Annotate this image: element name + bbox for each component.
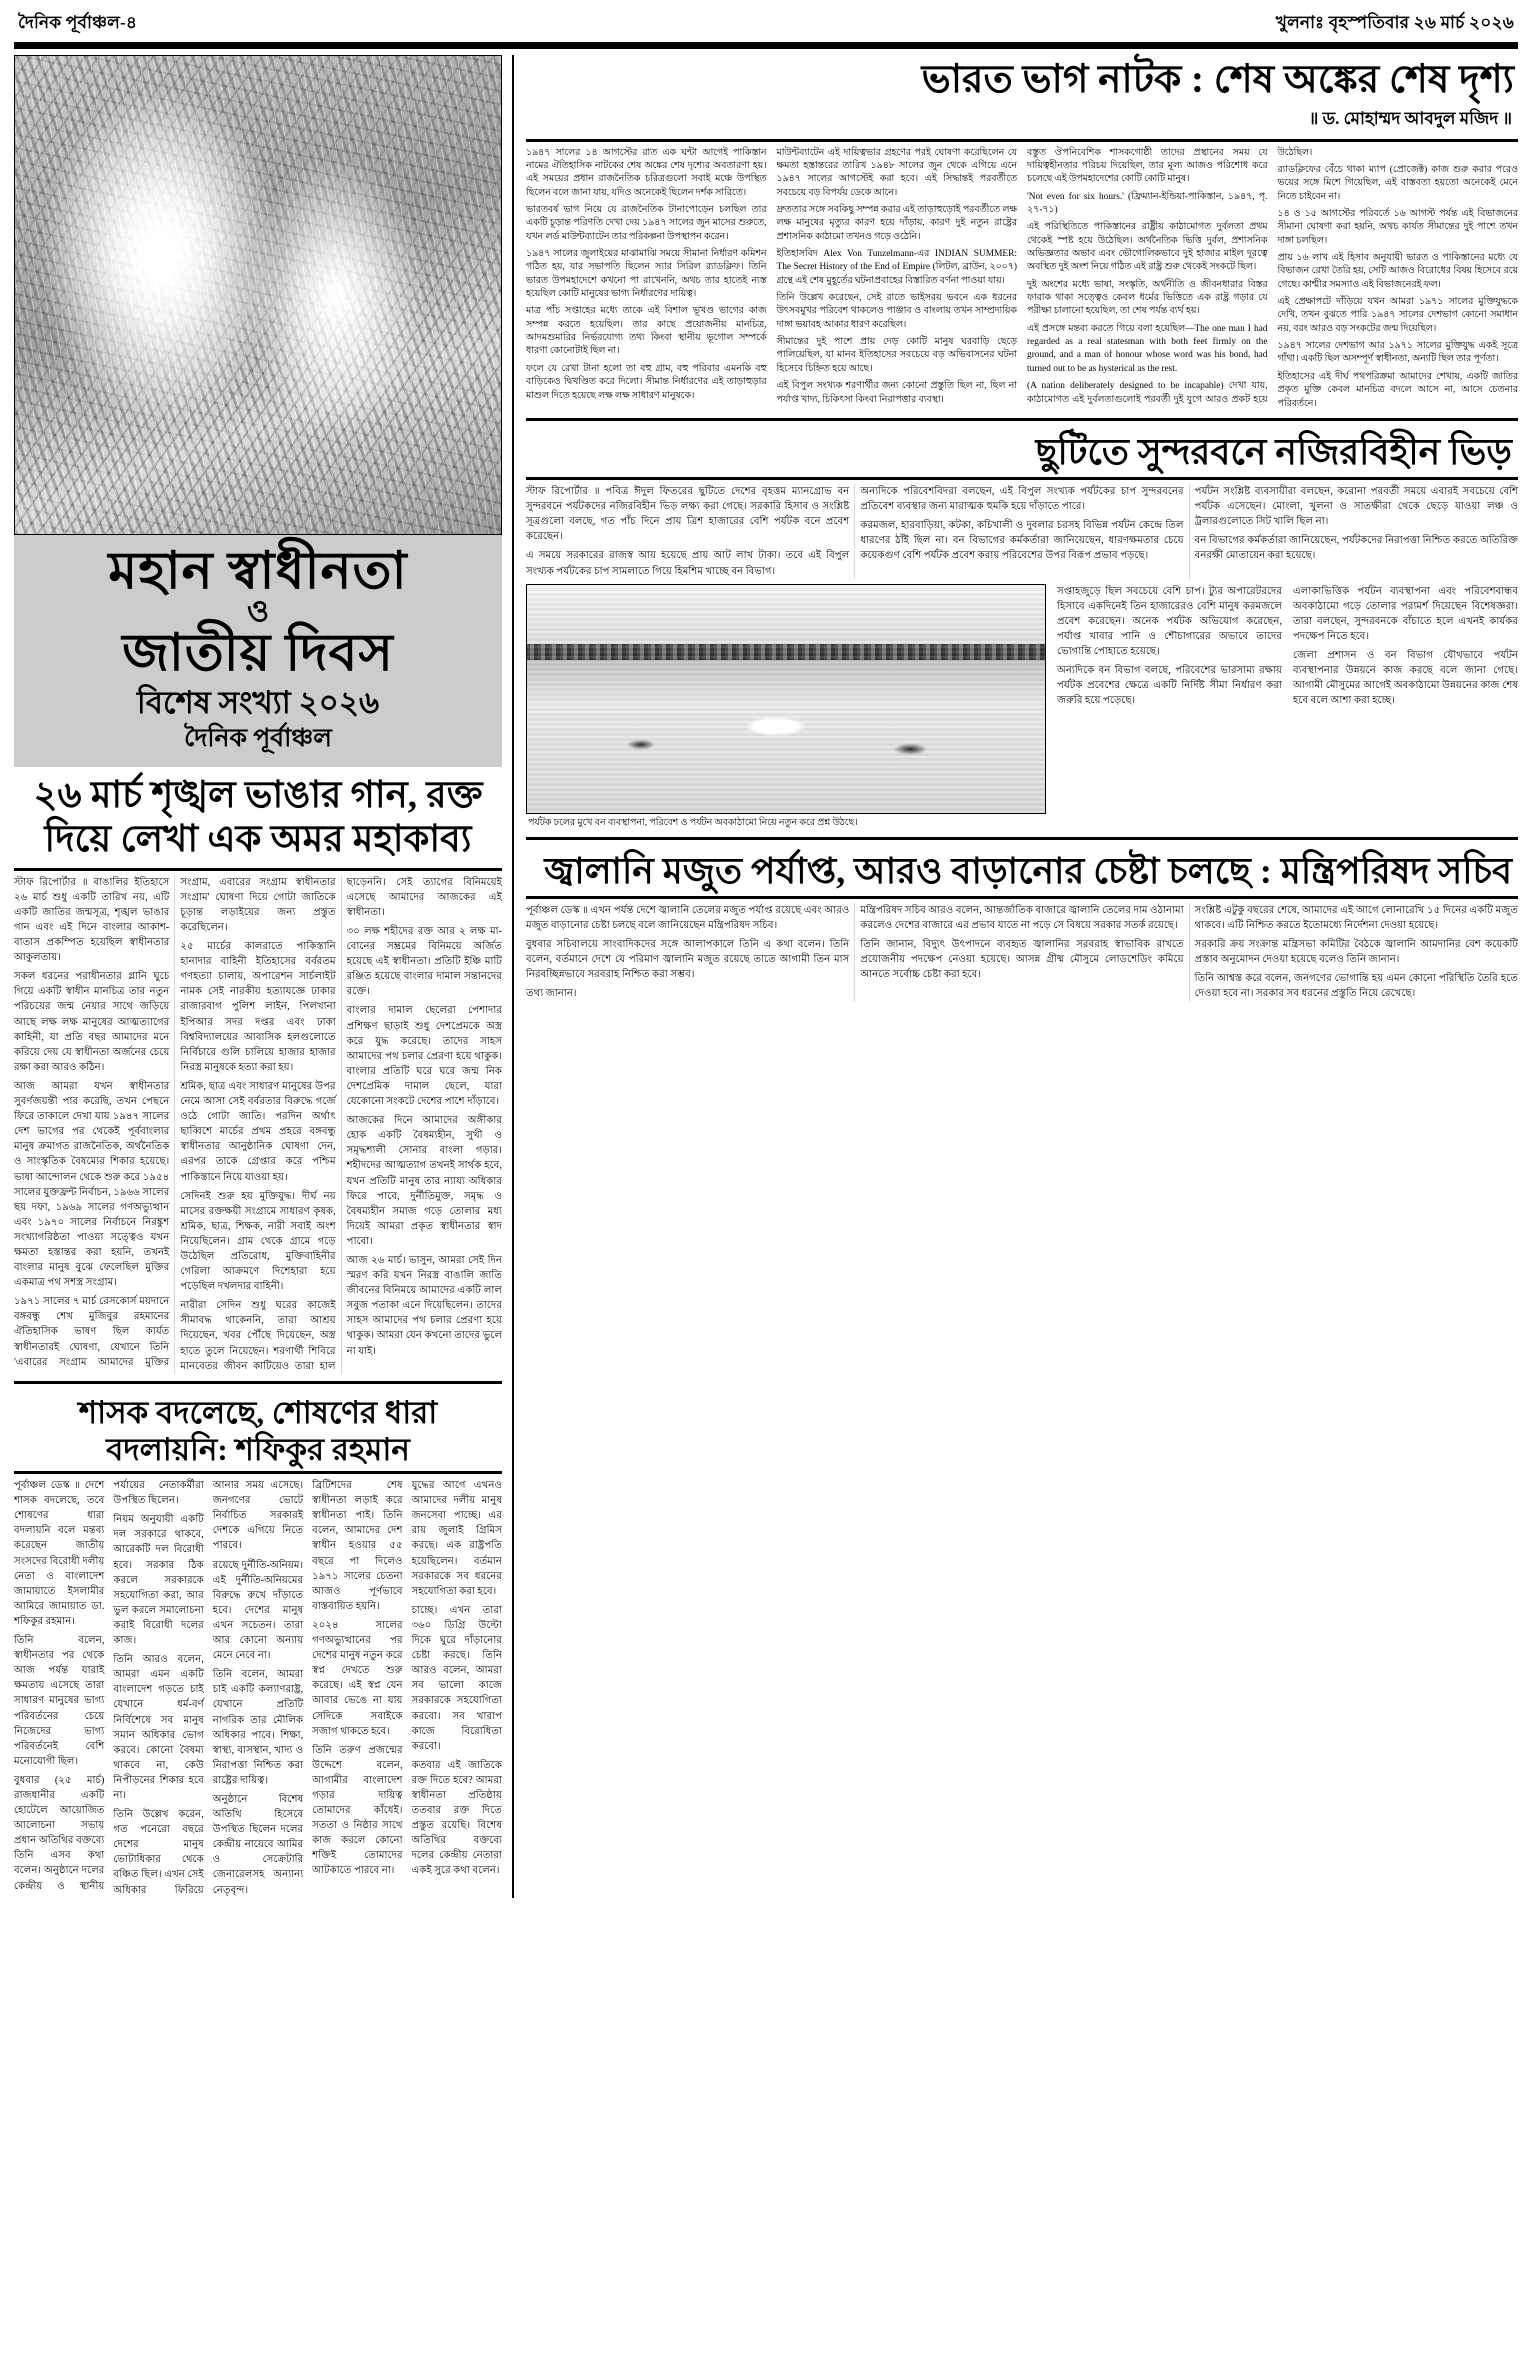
lead-headline-rule [14, 868, 502, 871]
shasok-paragraph: ২০২৪ সালের গণঅভ্যুত্থানের পর দেশের মানুষ নতুন করে স্বপ্ন দেখতে শুরু করেছে। এই স্বপ্ন যেন আবার ভেঙে না যায় সেদিকে সবাইকে সজাগ থাকতে হবে। [312, 1619, 403, 1737]
right-column [514, 55, 1518, 1898]
feature-paragraph: এই প্রেক্ষাপটে দাঁড়িয়ে যখন আমরা ১৯৭১ সালের মুক্তিযুদ্ধকে দেখি, তখন বুঝতে পারি ১৯৪৭ সালের দেশভাগ কোনো সমাধান নয়, বরং আরও বড় সংকটের জন্ম দিয়েছিল। [1277, 297, 1518, 334]
feature-paragraph: তিনি উল্লেখ করেছেন, সেই রাতে ভাইসরয় ভবনে এক ধরনের উৎসবমুখর পরিবেশ থাকলেও পাঞ্জাব ও বাংলায় তখন সাম্প্রদায়িক দাঙ্গা ভয়াবহ আকার ধারণ করেছিল। [776, 293, 1017, 330]
shasok-paragraph: নিয়ম অনুযায়ী একটি দল সরকারে থাকবে, আরেকটি দল বিরোধী হবে। সরকার ঠিক করলে সরকারকে সহযোগিতা করা, আর ভুল করলে সমালোচনা করাই বিরোধী দলের কাজ। [113, 1514, 204, 1647]
jalani-paragraph: বুধবার সচিবালয়ে সাংবাদিকদের সঙ্গে আলাপকালে তিনি এ কথা বলেন। তিনি বলেন, বর্তমানে দেশে যে পরিমাণ জ্বালানি মজুত রয়েছে তাতে আগামী তিন মাস নিরবচ্ছিন্নভাবে সরবরাহ নিশ্চিত করা সম্ভব। [526, 939, 850, 981]
lead-paragraph: আজ আমরা যখন স্বাধীনতার সুবর্ণজয়ন্তী পার করেছি, তখন পেছনে ফিরে তাকালে দেখা যায় ১৯৪৭ সালের দেশ ভাগের পর থেকেই পূর্ববাংলার মানুষ ক্রমাগত রাজনৈতিক, অর্থনৈতিক ও সাংস্কৃতিক বৈষম্যের শিকার হয়েছে। ভাষা আন্দোলন থেকে শুরু করে ১৯৫৪ সালের যুক্তফ্রন্ট নির্বাচন, ১৯৬৬ সালের ছয় দফা, ১৯৬৯ সালের গণঅভ্যুত্থান এবং ১৯৭০ সালের নির্বাচনে নিরঙ্কুশ সংখ্যাগরিষ্ঠতা পাওয়া সত্ত্বেও যখন ক্ষমতা হস্তান্তর করা হয়নি, তখনই বাংলার মানুষ বুঝে ফেলেছিল মুক্তির একমাত্র পথ সশস্ত্র সংগ্রাম। [14, 1080, 170, 1289]
feature-paragraph: 'Not even for six hours.' (ফ্রিম্যান-ইন্ডিয়া-পাকিস্তান, ১৯৪৭, পৃ. ২৭-৭১) [1027, 191, 1268, 216]
feature-paragraph: ভারতবর্ষ ভাগ নিয়ে যে রাজনৈতিক টানাপোড়েন চলছিল তার একটি চূড়ান্ত পরিণতি দেখা দেয় ১৯৪৭ সালের জুন মাসের শুরুতে, যখন লর্ড মাউন্টব্যাটেন তার পরিকল্পনা উপস্থাপন করেন। [526, 205, 767, 242]
feature-paragraph: ফলে যে রেখা টানা হলো তা বহু গ্রাম, বহু পরিবার এমনকি বহু বাড়িকেও দ্বিখণ্ডিত করে দিলো। সীমান্ত নির্ধারণের এই তাড়াহুড়ার মাশুল দিতে হয়েছে লক্ষ লক্ষ সাধারণ মানুষকে। [526, 363, 767, 401]
shasok-paragraph: তিনি বলেন, স্বাধীনতার পর থেকে আজ পর্যন্ত যারাই ক্ষমতায় এসেছে তারা সাধারণ মানুষের ভাগ্য পরিবর্তনের চেয়ে নিজেদের ভাগ্য পরিবর্তনেই বেশি মনোযোগী ছিল। [14, 1635, 105, 1767]
jalani-headline-rule [526, 896, 1518, 899]
sundarban-paragraph: জেলা প্রশাসন ও বন বিভাগ যৌথভাবে পর্যটন ব্যবস্থাপনার উন্নয়নে কাজ করছে বলে জানা গেছে। আগামী মৌসুমের আগেই অবকাঠামো উন্নয়নের কাজ শেষ হবে বলে আশা করা হচ্ছে। [1293, 649, 1518, 707]
shasok-paragraph: বুধবার (২৫ মার্চ) রাজধানীর একটি হোটেলে আয়োজিত আলোচনা সভায় প্রধান অতিথির বক্তব্যে তিনি এসব কথা বলেন। অনুষ্ঠানে দলের কেন্দ্রীয় ও স্থানীয় পর্যায়ের নেতাকর্মীরা উপস্থিত ছিলেন। [14, 1480, 204, 1892]
sundarban-paragraph: এ সময়ে সরকারের রাজস্ব আয় হয়েছে প্রায় আট লাখ টাকা। তবে এই বিপুল সংখ্যক পর্যটকের চাপ সামলাতে গিয়ে হিমশিম খাচ্ছে বন বিভাগ। [526, 550, 850, 577]
lead-paragraph: ২৫ মার্চের কালরাতে পাকিস্তানি হানাদার বাহিনী ইতিহাসের বর্বরতম গণহত্যা চালায়, অপারেশন সার্চলাইট নামক সেই নারকীয় হত্যাযজ্ঞে ঢাকার রাজারবাগ পুলিশ লাইন, পিলখানা ইপিআর সদর দপ্তর এবং ঢাকা বিশ্ববিদ্যালয়ের আবাসিক হলগুলোতে নির্বিচারে গুলি চালিয়ে হাজার হাজার নিরস্ত্র মানুষকে হত্যা করা হয়। [180, 941, 336, 1073]
shasok-paragraph: যুদ্ধের আগে এখনও আমাদের দলীয় মানুষ জনসেবা পাচ্ছে। এর রায় জুলাই গ্রিমিস করছে। এক রাষ্ট্রপতি হয়েছিলেন। বর্তমান সরকারকে সব ধরনের সহযোগিতা করা হবে। [411, 1480, 502, 1597]
shasok-headline-rule [14, 1471, 502, 1474]
sundarban-paragraph: বন বিভাগের কর্মকর্তারা জানিয়েছেন, পর্যটকদের নিরাপত্তা নিশ্চিত করতে অতিরিক্ত বনরক্ষী মোতায়েন করা হয়েছে। [1194, 535, 1518, 562]
masthead-publication: দৈনিক পূর্বাঞ্চল-৪ [18, 13, 138, 32]
sundarban-paragraph: সপ্তাহজুড়ে ছিল সবচেয়ে বেশি চাপ। ট্যুর অপারেটরদের হিসাবে একদিনেই তিন হাজারেরও বেশি মানুষ করমজলে প্রবেশ করেছেন। অনেক পর্যটক অভিযোগ করেছেন, পর্যাপ্ত খাবার পানি ও শৌচাগারের অভাবে তাদের ভোগান্তি পোহাতে হয়েছে। [1057, 585, 1282, 657]
jalani-paragraph: সরকারি ক্রয় সংক্রান্ত মন্ত্রিসভা কমিটির বৈঠকে জ্বালানি আমদানির বেশ কয়েকটি প্রস্তাব অনুমোদন দেওয়া হয়েছে বলেও তিনি জানান। [1194, 939, 1518, 966]
sundarban-headline-rule [526, 477, 1518, 480]
feature-paragraph: ১৯৪৭ সালের দেশভাগ আর ১৯৭১ সালের মুক্তিযুদ্ধ একই সূত্রে গাঁথা। একটি ছিল অসম্পূর্ণ স্বাধীনতা, অন্যটি ছিল তার পূর্ণতা। [1277, 341, 1518, 365]
feature-paragraph: র‍্যাডক্লিফের বেঁচে থাকা ম্যাপ (প্রোজেক্ট) কাজ শুরু করার পরেও ভয়ের সঙ্গে মিশে গিয়েছিল, এই বাস্তবতা হয়তো অনেকেই মেনে নিতে চাইবেন না। [1277, 165, 1518, 202]
feature-paragraph: ১৯৪৭ সালের ১৪ আগস্টের রাত এক ঘন্টা আগেই পাকিস্তান নামের ঐতিহাসিক নাটকের শেষ অঙ্কের শেষ দৃশ্যের অবতারণা হয়। এই সময়ের প্রধান রাজনৈতিক চরিত্রগুলো সবাই মঞ্চে উপস্থিত ছিলেন বলে জানা যায়, যদিও অনেকেই ছিলেন দর্শক সারিতে। [526, 147, 767, 198]
jalani-headline: জ্বালানি মজুত পর্যাপ্ত, আরও বাড়ানোর চেষ্টা চলছে : মন্ত্রিপরিষদ সচিব [544, 850, 1512, 891]
issue-title-line-1: মহান স্বাধীনতা [108, 543, 408, 600]
independence-hero-photo [14, 55, 502, 535]
feature-paragraph: ১৯৪৭ সালের জুলাইয়ের মাঝামাঝি সময়ে সীমানা নির্ধারণ কমিশন গঠিত হয়, যার সভাপতি ছিলেন স্যার সিরিল র‍্যাডক্লিফ। তিনি ভারত উপমহাদেশে কখনো পা রাখেননি, অথচ তার হাতেই ন্যস্ত হয়েছিল কোটি মানুষের ভাগ্য নির্ধারণের দায়িত্ব। [526, 249, 767, 300]
feature-headline-rule [526, 139, 1518, 142]
sundarban-paragraph: করমজল, হারবাড়িয়া, কটকা, কচিখালী ও দুবলার চরসহ বিভিন্ন পর্যটন কেন্দ্রে তিল ধারণের ঠাঁই ছিল না। বন বিভাগের কর্মকর্তারা জানিয়েছেন, ধারণক্ষমতার চেয়ে কয়েকগুণ বেশি পর্যটক প্রবেশ করায় পরিবেশের উপর বিরূপ প্রভাব পড়ছে। [860, 520, 1184, 562]
feature-byline: ॥ ড. মোহাম্মদ আবদুল মজিদ ॥ [1308, 108, 1512, 128]
feature-paragraph: সীমান্তের দুই পাশে প্রায় দেড় কোটি মানুষ ঘরবাড়ি ছেড়ে পালিয়েছিল, যা মানব ইতিহাসের সবচেয়ে বড় অভিবাসনের ঘটনা হিসেবে চিহ্নিত হয়ে আছে। [776, 337, 1017, 374]
sundarban-intro-body [526, 484, 1518, 579]
shasok-paragraph: ব্রিটিশদের শেষ স্বাধীনতা লড়াই করে স্বাধীনতা পাই। তিনি বলেন, আমাদের দেশ স্বাধীন হওয়ার ৫৫ বছরে পা দিলেও ১৯৭১ সালের চেতনা আজও পূর্ণভাবে বাস্তবায়িত হয়নি। [312, 1480, 403, 1612]
feature-paragraph: বস্তুত ঔপনিবেশিক শাসকগোষ্ঠী তাদের প্রস্থানের সময় যে দায়িত্বহীনতার পরিচয় দিয়েছিল, তার মূল্য আজও পরিশোধ করে চলেছে এই উপমহাদেশের কোটি কোটি মানুষ। [1027, 147, 1268, 185]
jalani-paragraph: পূর্বাঞ্চল ডেস্ক ॥ এখন পর্যন্ত দেশে জ্বালানি তেলের মজুত পর্যাপ্ত রয়েছে এবং আরও মজুত বাড়ানোর চেষ্টা চলছে বলে জানিয়েছেন মন্ত্রিপরিষদ সচিব। [526, 904, 850, 932]
lead-paragraph: সেদিনই শুরু হয় মুক্তিযুদ্ধ। দীর্ঘ নয় মাসের রক্তক্ষয়ী সংগ্রামে সাধারণ কৃষক, শ্রমিক, ছাত্র, শিক্ষক, নারী সবাই অংশ নিয়েছিলেন। গ্রাম থেকে গ্রামে গড়ে উঠেছিল প্রতিরোধ, মুক্তিবাহিনীর গেরিলা আক্রমণে দিশেহারা হয়ে পড়েছিল দখলদার বাহিনী। [180, 1190, 336, 1293]
lead-paragraph: সকল ধরনের পরাধীনতার গ্লানি ঘুচে গিয়ে একটি স্বাধীন মানচিত্র তার নতুন পরিচয়ের জন্ম নেয়ার সাথে জড়িয়ে আছে লক্ষ লক্ষ মানুষের আত্মত্যাগের কাহিনী, যা প্রতি বছর আমাদের মনে করিয়ে দেয় যে স্বাধীনতা অর্জনের চেয়ে রক্ষা করা আরও কঠিন। [14, 971, 170, 1073]
issue-publication-name: দৈনিক পূর্বাঞ্চল [184, 724, 332, 752]
feature-paragraph: প্রায় ১৬ লাখ এই হিসাব অনুযায়ী ভারত ও পাকিস্তানের মধ্যে যে বিভাজন রেখা তৈরি হয়, সেটি আজও বিরোধের বিষয় হিসেবে রয়ে গেছে। কাশ্মীর সমস্যাও এই বিভাজনেরই ফল। [1277, 253, 1518, 290]
shasok-paragraph: অনুষ্ঠানে বিশেষ অতিথি হিসেবে উপস্থিত ছিলেন দলের কেন্দ্রীয় নায়েবে আমির ও সেক্রেটারি জেনারেলসহ অন্যান্য নেতৃবৃন্দ। [212, 1793, 304, 1896]
jalani-paragraph: তিনি আশ্বস্ত করে বলেন, জনগণের ভোগান্তি হয় এমন কোনো পরিস্থিতি তৈরি হতে দেওয়া হবে না। সরকার সব ধরনের প্রস্তুতি নিয়ে রেখেছে। [1194, 973, 1518, 1000]
shasok-paragraph: রয়েছে দুর্নীতি-অনিয়ম। এই দুর্নীতি-অনিয়মের বিরুদ্ধে রুখে দাঁড়াতে হবে। দেশের মানুষ এখন সচেতন। তারা আর কোনো অন্যায় মেনে নেবে না। [212, 1559, 304, 1662]
shasok-paragraph: কতবার এই জাতিকে রক্ত দিতে হবে? আমরা স্বাধীনতা প্রতিষ্ঠায় ততবার রক্ত দিতে প্রস্তুত রয়েছি। বিশেষ অতিথির বক্তব্যে দলের কেন্দ্রীয় নেতারা একই সুরে কথা বলেন। [411, 1759, 502, 1877]
feature-paragraph: (A nation deliberately designed to be incapable) দেখা যায়, কাঠামোগত এই দুর্বলতাগুলোই পরবর্তী দুই যুগে আরও প্রকট হয়ে উঠেছিল। [1027, 147, 1313, 405]
feature-paragraph: ১৪ ও ১৫ আগস্টের পরিবর্তে ১৬ আগস্ট পর্যন্ত এই বিভাজনের সীমানা ঘোষণা করা হয়নি, অথচ কার্যত সীমান্তের দুই পাশে তখন দাঙ্গা চলছিল। [1277, 209, 1518, 246]
sundarban-headline: ছুটিতে সুন্দরবনে নজিরবিহীন ভিড় [1035, 431, 1512, 472]
masthead-rule [14, 42, 1518, 49]
feature-paragraph: দ্রুততার সঙ্গে সবকিছু সম্পন্ন করার এই তাড়াহুড়োই পরবর্তীতে লক্ষ লক্ষ মানুষের মৃত্যুর কারণ হয়ে দাঁড়ায়, কারণ দুই নতুন রাষ্ট্রের প্রশাসনিক কাঠামো তখনও গড়ে ওঠেনি। [776, 205, 1017, 242]
feature-headline: ভারত ভাগ নাটক : শেষ অঙ্কের শেষ দৃশ্য [921, 58, 1514, 101]
lead-paragraph: ১৯৭১ সালের ৭ মার্চ রেসকোর্স ময়দানে বঙ্গবন্ধু শেখ মুজিবুর রহমানের ঐতিহাসিক ভাষণ ছিল কার্যত স্বাধীনতারই ঘোষণা, যেখানে তিনি 'এবারের সংগ্রাম আমাদের মুক্তির সংগ্রাম, এবারের সংগ্রাম স্বাধীনতার সংগ্রাম' ঘোষণা দিয়ে গোটা জাতিকে চূড়ান্ত লড়াইয়ের জন্য প্রস্তুত করেছিলেন। [14, 876, 336, 1368]
lead-paragraph: শ্রমিক, ছাত্র এবং সাধারণ মানুষের উপর নেমে আসা সেই বর্বরতার বিরুদ্ধে গর্জে ওঠে গোটা জাতি। পরদিন অর্থাৎ ছাব্বিশে মার্চের প্রথম প্রহরে বঙ্গবন্ধু স্বাধীনতার আনুষ্ঠানিক ঘোষণা দেন, এরপর তাকে গ্রেপ্তার করে পশ্চিম পাকিস্তানে নিয়ে যাওয়া হয়। [180, 1080, 336, 1183]
masthead [14, 10, 1518, 41]
issue-title-line-2: জাতীয় দিবস [122, 624, 394, 682]
lead-paragraph: আজ ২৬ মার্চ। ভাসুন, আমরা সেই দিন স্মরণ করি যখন নিরস্ত্র বাঙালি জাতি জীবনের বিনিময়ে আমাদের একটি লাল সবুজ পতাকা এনে দিয়েছিলেন। তাদের সাহস আমাদের পথ চলার প্রেরণা হয়ে থাকুক। আমরা যেন কখনো তাদের ভুলে না যাই। [346, 1254, 502, 1357]
feature-article-body [526, 147, 1518, 411]
shasok-paragraph: পূর্বাঞ্চল ডেস্ক ॥ দেশে শাসক বদলেছে, তবে শোষণের ধারা বদলায়নি বলে মন্তব্য করেছেন জাতীয় সংসদের বিরোধী দলীয় নেতা ও বাংলাদেশ জামায়াতে ইসলামীর আমিরে জামায়াত ডা. শফিকুর রহমান। [14, 1480, 105, 1627]
lead-article-body [14, 875, 502, 1374]
sundarban-photo-row [526, 584, 1518, 830]
issue-title-conjunction: ও [246, 595, 270, 629]
feature-paragraph: মাত্র পাঁচ সপ্তাহের মধ্যে তাকে এই বিশাল ভূখণ্ড ভাগের কাজ সম্পন্ন করতে হয়েছিল। তার কাছে প্রয়োজনীয় মানচিত্র, আদমশুমারির নির্ভরযোগ্য তথ্য কিংবা স্থানীয় ভূগোল সম্পর্কে ধারণা কোনোটাই ছিল না। [526, 306, 767, 357]
feature-paragraph: ইতিহাসের এই দীর্ঘ পথপরিক্রমা আমাদের শেখায়, একটি জাতির প্রকৃত মুক্তি কেবল মানচিত্র বদলে আসে না, আসে চেতনার পরিবর্তনে। [1277, 371, 1518, 409]
shasok-article-body [14, 1478, 502, 1898]
feature-paragraph: এই পরিস্থিতিতে পাকিস্তানের রাষ্ট্রীয় কাঠামোগত দুর্বলতা প্রথম থেকেই স্পষ্ট হয়ে উঠেছিল। অর্থনৈতিক ভিত্তি দুর্বল, প্রশাসনিক অভিজ্ঞতার অভাব এবং ভৌগোলিকভাবে দুই হাজার মাইল দূরত্বে অবস্থিত দুই অংশ নিয়ে গঠিত এই রাষ্ট্র শুরু থেকেই সংকটে ছিল। [1027, 222, 1268, 273]
shasok-paragraph: তিনি বলেন, আমরা চাই একটি কল্যাণরাষ্ট্র, যেখানে প্রতিটি নাগরিক তার মৌলিক অধিকার পাবে। শিক্ষা, স্বাস্থ্য, বাসস্থান, খাদ্য ও নিরাপত্তা নিশ্চিত করা রাষ্ট্রের দায়িত্ব। [212, 1669, 304, 1786]
jalani-paragraph: মন্ত্রিপরিষদ সচিব আরও বলেন, আন্তর্জাতিক বাজারে জ্বালানি তেলের দাম ওঠানামা করলেও দেশের বাজারে এর প্রভাব যাতে না পড়ে সে বিষয়ে সরকার সতর্ক রয়েছে। [860, 904, 1184, 932]
shasok-paragraph: তিনি আরও বলেন, আমরা এমন একটি বাংলাদেশ গড়তে চাই যেখানে ধর্ম-বর্ণ নির্বিশেষে সব মানুষ সমান অধিকার ভোগ করবে। কোনো বৈষম্য থাকবে না, কেউ নিপীড়নের শিকার হবে না। [113, 1654, 204, 1801]
masthead-dateline: খুলনাঃ বৃহস্পতিবার ২৬ মার্চ ২০২৬ [1275, 13, 1514, 32]
sundarban-paragraph: অন্যদিকে পরিবেশবিদরা বলছেন, এই বিপুল সংখ্যক পর্যটকের চাপ সুন্দরবনের প্রতিবেশ ব্যবস্থার জন্য মারাত্মক হুমকি হয়ে দাঁড়াতে পারে। [860, 486, 1184, 513]
lead-paragraph: স্টাফ রিপোর্টার ॥ বাঙালির ইতিহাসে ২৬ মার্চ শুধু একটি তারিখ নয়, এটি একটি জাতির জন্মসূত্র, শৃঙ্খল ভাঙার গান এবং এই দিনে বাংলার আকাশ-বাতাস প্রকম্পিত হয়েছিল স্বাধীনতার আকুলতায়। [14, 876, 170, 964]
lead-headline: ২৬ মার্চ শৃঙ্খল ভাঙার গান, রক্ত দিয়ে লেখা এক অমর মহাকাব্য [33, 775, 483, 861]
section-divider [14, 1381, 502, 1384]
feature-paragraph: মাউন্টব্যাটেন এই দায়িত্বভার গ্রহণের পরই ঘোষণা করেছিলেন যে ক্ষমতা হস্তান্তরের তারিখ ১৯৪৮ সালের জুন থেকে এগিয়ে এনে ১৯৪৭ সালের আগস্টেই করা হবে। এই সিদ্ধান্তই পরবর্তীতে সবচেয়ে বড় বিপর্যয় ডেকে আনে। [776, 147, 1017, 198]
section-divider [526, 837, 1518, 840]
sundarban-paragraph: পর্যটন সংশ্লিষ্ট ব্যবসায়ীরা বলছেন, করোনা পরবর্তী সময়ে এবারই সবচেয়ে বেশি পর্যটক এসেছেন। মোংলা, খুলনা ও সাতক্ষীরা থেকে ছেড়ে যাওয়া লঞ্চ ও ট্রলারগুলোতে সিট খালি ছিল না। [1194, 486, 1518, 528]
left-column [14, 55, 514, 1898]
shasok-paragraph: তিনি উল্লেখ করেন, গত পনেরো বছরে দেশের মানুষ ভোটাধিকার থেকে বঞ্চিত ছিল। এখন সেই অধিকার ফিরিয়ে আনার সময় এসেছে। জনগণের ভোটে নির্বাচিত সরকারই দেশকে এগিয়ে নিতে পারবে। [113, 1480, 304, 1896]
section-divider [526, 418, 1518, 421]
sundarban-photo-block [526, 584, 1046, 830]
lead-paragraph: নারীরা সেদিন শুধু ঘরের কাজেই সীমাবদ্ধ থাকেননি, তারা আশ্রয় দিয়েছেন, খবর পৌঁছে দিয়েছেন, অস্ত্র হাতে তুলে নিয়েছেন। শরণার্থী শিবিরে মানবেতর জীবন কাটিয়েও তারা হাল ছাড়েননি। সেই ত্যাগের বিনিময়েই এসেছে আমাদের আজকের এই স্বাধীনতা। [180, 876, 502, 1372]
jalani-paragraph: তিনি জানান, বিদ্যুৎ উৎপাদনে ব্যবহৃত জ্বালানির সরবরাহ স্বাভাবিক রাখতে প্রয়োজনীয় পদক্ষেপ নেওয়া হয়েছে। আসন্ন গ্রীষ্ম মৌসুমে লোডশেডিং কমিয়ে আনতে সর্বোচ্চ চেষ্টা করা হবে। [860, 939, 1184, 981]
sundarban-photo-side-body [1057, 584, 1518, 830]
feature-paragraph: ইতিহাসবিদ Alex Von Tunzelmann-এর INDIAN SUMMER: The Secret History of the End of Empire (লিটল, ব্রাউন, ২০০৭) গ্রন্থে এই শেষ মুহূর্তের ঘটনাপ্রবাহের বিস্তারিত বর্ণনা পাওয়া যায়। [776, 249, 1017, 286]
jalani-paragraph: তথ্য জানান। [526, 988, 577, 1000]
shasok-paragraph: চাচ্ছে। এখন তারা ৩৬০ ডিগ্রি উল্টো দিকে ঘুরে দাঁড়ানোর চেষ্টা করছে। তিনি আরও বলেন, আমরা সব ভালো কাজে সরকারকে সহযোগিতা করবো। সব খারাপ কাজে বিরোধিতা করবো। [411, 1604, 502, 1752]
lead-paragraph: বাংলার দামাল ছেলেরা পেশাদার প্রশিক্ষণ ছাড়াই শুধু দেশপ্রেমকে অস্ত্র করে যুদ্ধ করেছে। তাদের সাহস আমাদের পথ চলার প্রেরণা হয়ে থাকুক। বাংলার প্রতিটি ঘরে ঘরে জন্ম নিক দেশপ্রেমিক দামাল ছেলে, যারা যেকোনো সংকটে দেশের পাশে দাঁড়াবে। [346, 1005, 502, 1108]
sundarban-paragraph: অন্যদিকে বন বিভাগ বলছে, পরিবেশের ভারসাম্য রক্ষায় পর্যটক প্রবেশের ক্ষেত্রে একটি নির্দিষ্ট সীমা নির্ধারণ করা জরুরি হয়ে পড়েছে। [1057, 665, 1282, 707]
jalani-article-body [526, 903, 1518, 1002]
shasok-headline: শাসক বদলেছে, শোষণের ধারা বদলায়নি: শফিকুর রহমান [78, 1394, 438, 1467]
shasok-paragraph: তিনি তরুণ প্রজন্মের উদ্দেশে বলেন, আগামীর বাংলাদেশ গড়ার দায়িত্ব তোমাদের কাঁধেই। সততা ও নিষ্ঠার সাথে কাজ করলে কোনো শক্তিই তোমাদের আটকাতে পারবে না। [312, 1744, 403, 1877]
feature-paragraph: এই বিপুল সংখ্যক শরণার্থীর জন্য কোনো প্রস্তুতি ছিল না, ছিল না পর্যাপ্ত খাদ্য, চিকিৎসা কিংবা নিরাপত্তার ব্যবস্থা। [776, 381, 1017, 405]
sundarban-paragraph: এলাকাভিত্তিক পর্যটন ব্যবস্থাপনা এবং পরিবেশবান্ধব অবকাঠামো গড়ে তোলার পরামর্শ দিয়েছেন বিশেষজ্ঞরা। তারা বলছেন, সুন্দরবনকে বাঁচাতে হলে এখনই কার্যকর পদক্ষেপ নিতে হবে। [1293, 585, 1518, 642]
feature-paragraph: এই প্রসঙ্গে মন্তব্য করতে গিয়ে বলা হয়েছিল—The one man I had regarded as a real statesman with both feet firmly on the ground, and a man of honour whose word was his bond, had turned out to be as hysterical as the rest. [1027, 323, 1268, 374]
jalani-paragraph: সংশ্লিষ্ট এটুকু বছরের শেষে, আমাদের এই আগে লোনারেখি ১৫ দিনের একটি মজুত থাকবে। এটি নিশ্চিত করতে ইতোমধ্যে নির্দেশনা দেওয়া হয়েছে। [1194, 904, 1518, 932]
special-issue-plate [14, 535, 502, 767]
lead-paragraph: ৩০ লক্ষ শহীদের রক্ত আর ২ লক্ষ মা-বোনের সম্ভ্রমের বিনিময়ে অর্জিত হয়েছে এই স্বাধীনতা। প্রতিটি ইঞ্চি মাটি রঞ্জিত হয়েছে বাংলার দামাল সন্তানদের রক্তে। [346, 926, 502, 998]
lead-paragraph: আজকের দিনে আমাদের অঙ্গীকার হোক একটি বৈষম্যহীন, সুখী ও সমৃদ্ধশালী সোনার বাংলা গড়ার। শহীদদের আত্মত্যাগ তখনই সার্থক হবে, যখন প্রতিটি মানুষ তার ন্যায্য অধিকার ফিরে পাবে, দুর্নীতিমুক্ত, সমৃদ্ধ ও বৈষম্যহীন সমাজ গড়ে তোলার মধ্য দিয়েই আমরা প্রকৃত স্বাধীনতার স্বাদ পাবো। [346, 1115, 502, 1247]
main-content [14, 55, 1518, 1898]
issue-subtitle: বিশেষ সংখ্যা ২০২৬ [136, 684, 380, 720]
sundarban-river-photo [526, 584, 1046, 814]
sundarban-paragraph: স্টাফ রিপোর্টার ॥ পবিত্র ঈদুল ফিতরের ছুটিতে দেশের বৃহত্তম ম্যানগ্রোভ বন সুন্দরবনে পর্যটকদের নজিরবিহীন ভিড় লক্ষ্য করা গেছে। সরকারি হিসাব ও সংশ্লিষ্ট সূত্রগুলো বলছে, গত পাঁচ দিনে প্রায় ত্রিশ হাজারের বেশি পর্যটক বনে প্রবেশ করেছেন। [526, 486, 850, 543]
sundarban-photo-caption: পর্যটক ঢলের মুখে বন ব্যবস্থাপনা, পরিবেশ ও পর্যটন অবকাঠামো নিয়ে নতুন করে প্রশ্ন উঠছে। [528, 817, 858, 828]
feature-paragraph: দুই অংশের মধ্যে ভাষা, সংস্কৃতি, অর্থনীতি ও জীবনধারার বিস্তর ফারাক থাকা সত্ত্বেও কেবল ধর্মের ভিত্তিতে এক রাষ্ট্র গড়ার যে পরীক্ষা চালানো হয়েছিল, তা শেষ পর্যন্ত ব্যর্থ হয়। [1027, 279, 1268, 317]
